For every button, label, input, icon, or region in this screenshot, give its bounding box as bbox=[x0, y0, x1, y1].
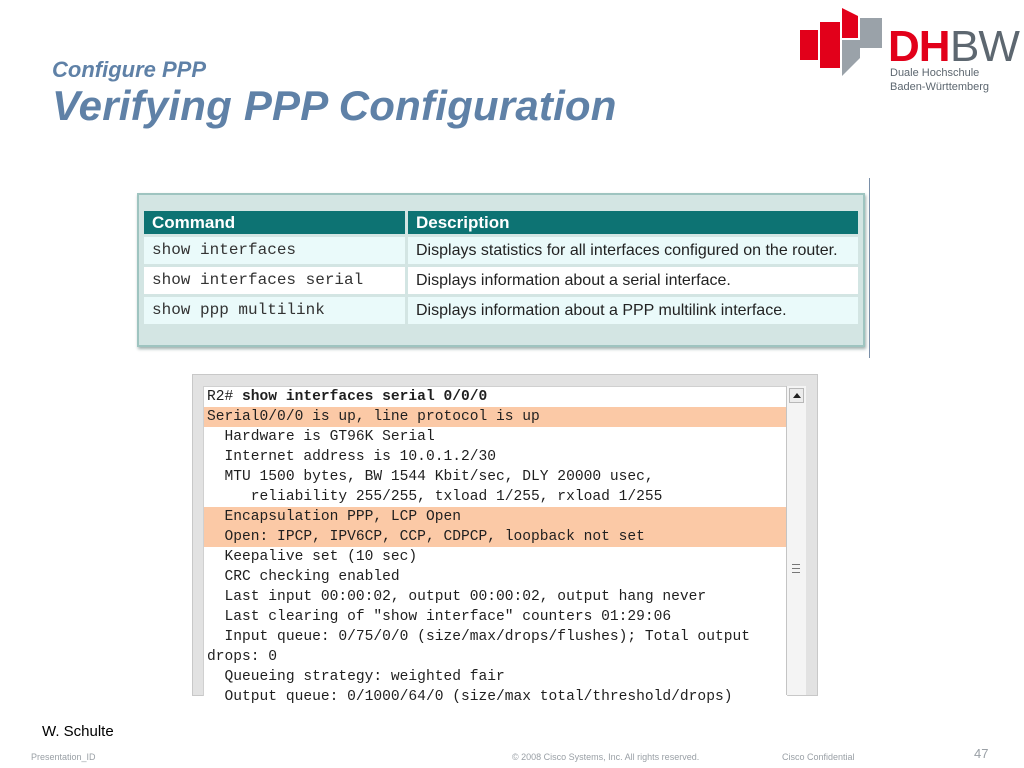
logo-bw-text: BW bbox=[950, 22, 1019, 71]
terminal-line: reliability 255/255, txload 1/255, rxload 1/255 bbox=[207, 489, 663, 505]
dhbw-logo-mark-icon bbox=[800, 8, 882, 80]
table-row bbox=[144, 267, 858, 294]
terminal-line: MTU 1500 bytes, BW 1544 Kbit/sec, DLY 20000 usec, bbox=[207, 469, 654, 485]
terminal-line: Output queue: 0/1000/64/0 (size/max total/threshold/drops) bbox=[207, 689, 733, 705]
page-number: 47 bbox=[974, 746, 989, 761]
description-cell: Displays statistics for all interfaces configured on the router. bbox=[408, 237, 858, 264]
table-row bbox=[144, 297, 858, 324]
command-cell: show interfaces serial bbox=[144, 267, 405, 294]
divider-line bbox=[869, 178, 870, 358]
terminal-line: Last clearing of "show interface" counters 01:29:06 bbox=[207, 609, 672, 625]
description-cell: Displays information about a PPP multilink interface. bbox=[408, 297, 858, 324]
logo-tagline-2: Baden-Württemberg bbox=[890, 81, 990, 93]
presentation-id: Presentation_ID bbox=[31, 752, 96, 762]
terminal-line: CRC checking enabled bbox=[207, 569, 400, 585]
author-name: W. Schulte bbox=[42, 723, 114, 740]
header-command: Command bbox=[144, 211, 405, 234]
terminal-scrollbar[interactable] bbox=[786, 386, 806, 695]
command-cell: show interfaces bbox=[144, 237, 405, 264]
scroll-grip-icon[interactable] bbox=[792, 564, 800, 573]
header-description: Description bbox=[408, 211, 858, 234]
table-row bbox=[144, 237, 858, 264]
dhbw-logo bbox=[800, 8, 1020, 98]
terminal-command: show interfaces serial 0/0/0 bbox=[242, 389, 488, 405]
terminal-lines bbox=[204, 407, 787, 707]
slide-subtitle: Configure PPP bbox=[52, 57, 207, 82]
terminal-line: Keepalive set (10 sec) bbox=[207, 549, 418, 565]
terminal-prompt: R2# bbox=[207, 389, 243, 405]
terminal-line: Internet address is 10.0.1.2/30 bbox=[207, 449, 497, 465]
terminal-output[interactable] bbox=[203, 386, 788, 705]
terminal-line-highlighted: Open: IPCP, IPV6CP, CCP, CDPCP, loopback not set bbox=[204, 527, 787, 547]
confidential-label: Cisco Confidential bbox=[782, 752, 855, 762]
slide-title: Verifying PPP Configuration bbox=[52, 82, 617, 129]
command-cell: show ppp multilink bbox=[144, 297, 405, 324]
terminal-line: Queueing strategy: weighted fair bbox=[207, 669, 505, 685]
command-table-header-row bbox=[144, 211, 858, 234]
terminal-line: Last input 00:00:02, output 00:00:02, output hang never bbox=[207, 589, 707, 605]
terminal-line-highlighted: Serial0/0/0 is up, line protocol is up bbox=[204, 407, 787, 427]
terminal-line: Input queue: 0/75/0/0 (size/max/drops/flushes); Total output bbox=[207, 629, 750, 645]
scroll-up-arrow-icon[interactable] bbox=[789, 388, 804, 403]
terminal-line-highlighted: Encapsulation PPP, LCP Open bbox=[204, 507, 787, 527]
terminal-line: Hardware is GT96K Serial bbox=[207, 429, 435, 445]
logo-dh-text: DH bbox=[888, 22, 950, 71]
logo-tagline-1: Duale Hochschule bbox=[890, 67, 980, 79]
command-table bbox=[141, 208, 861, 327]
terminal-command-line bbox=[204, 387, 787, 407]
terminal-line: drops: 0 bbox=[207, 649, 278, 665]
copyright-notice: © 2008 Cisco Systems, Inc. All rights reserved. bbox=[512, 752, 700, 762]
description-cell: Displays information about a serial interface. bbox=[408, 267, 858, 294]
